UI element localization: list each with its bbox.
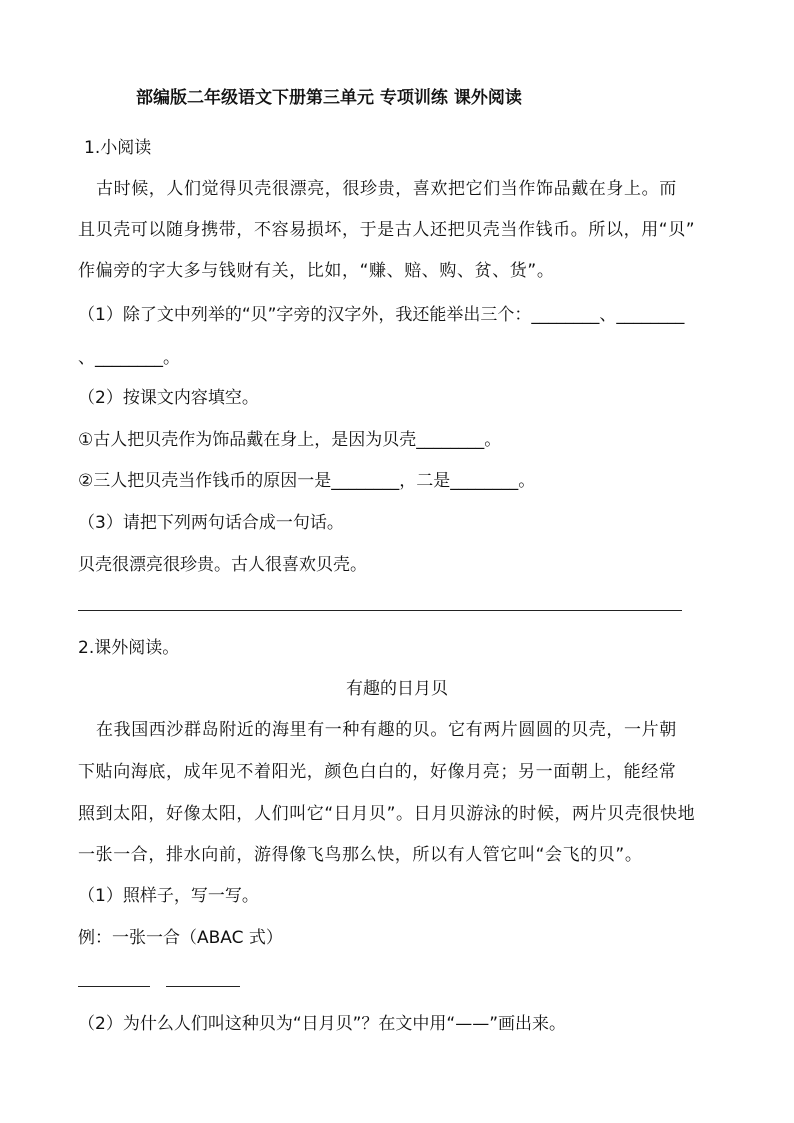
page-title: 部编版二年级语文下册第三单元 专项训练 课外阅读 <box>136 88 522 108</box>
section2-paragraph-line-2: 下贴向海底，成年见不着阳光，颜色白白的，好像月亮；另一面朝上，能经常 <box>78 762 677 782</box>
section1-question-2b: ②三人把贝壳当作钱币的原因一是________，二是________。 <box>78 471 536 491</box>
section1-paragraph-line-1: 古时候，人们觉得贝壳很漂亮，很珍贵，喜欢把它们当作饰品戴在身上。而 <box>96 179 677 199</box>
section2-question-1: （1）照样子，写一写。 <box>78 886 259 906</box>
section2-paragraph-line-4: 一张一合，排水向前，游得像飞鸟那么快，所以有人管它叫“会飞的贝”。 <box>78 845 643 865</box>
section1-question-3: （3）请把下列两句话合成一句话。 <box>78 513 344 533</box>
section2-question-1-example: 例：一张一合（ABAC 式） <box>78 928 283 948</box>
section2-heading: 2.课外阅读。 <box>78 638 180 658</box>
section1-question-2a: ①古人把贝壳作为饰品戴在身上，是因为贝壳________。 <box>78 430 502 450</box>
answer-line <box>78 610 682 611</box>
section2-question-2: （2）为什么人们叫这种贝为“日月贝”？在文中用“——”画出来。 <box>78 1014 567 1034</box>
section1-paragraph-line-3: 作偏旁的字大多与钱财有关，比如，“赚、赔、购、贫、货”。 <box>78 261 555 281</box>
passage-title: 有趣的日月贝 <box>346 679 448 699</box>
section1-question-1-line-1: （1）除了文中列举的“贝”字旁的汉字外，我还能举出三个：________、________ <box>78 305 685 325</box>
section1-question-3-sentences: 贝壳很漂亮很珍贵。古人很喜欢贝壳。 <box>78 555 367 575</box>
section2-paragraph-line-1: 在我国西沙群岛附近的海里有一种有趣的贝。它有两片圆圆的贝壳，一片朝 <box>96 720 677 740</box>
section1-heading: 1.小阅读 <box>84 138 152 158</box>
answer-blank-1 <box>78 986 150 987</box>
section1-question-2: （2）按课文内容填空。 <box>78 388 259 408</box>
answer-blank-2 <box>166 986 240 987</box>
section2-paragraph-line-3: 照到太阳，好像太阳，人们叫它“日月贝”。日月贝游泳的时候，两片贝壳很快地 <box>78 804 696 824</box>
section1-paragraph-line-2: 且贝壳可以随身携带，不容易损坏，于是古人还把贝壳当作钱币。所以，用“贝” <box>78 220 696 240</box>
section1-question-1-line-2: 、________。 <box>78 348 180 368</box>
